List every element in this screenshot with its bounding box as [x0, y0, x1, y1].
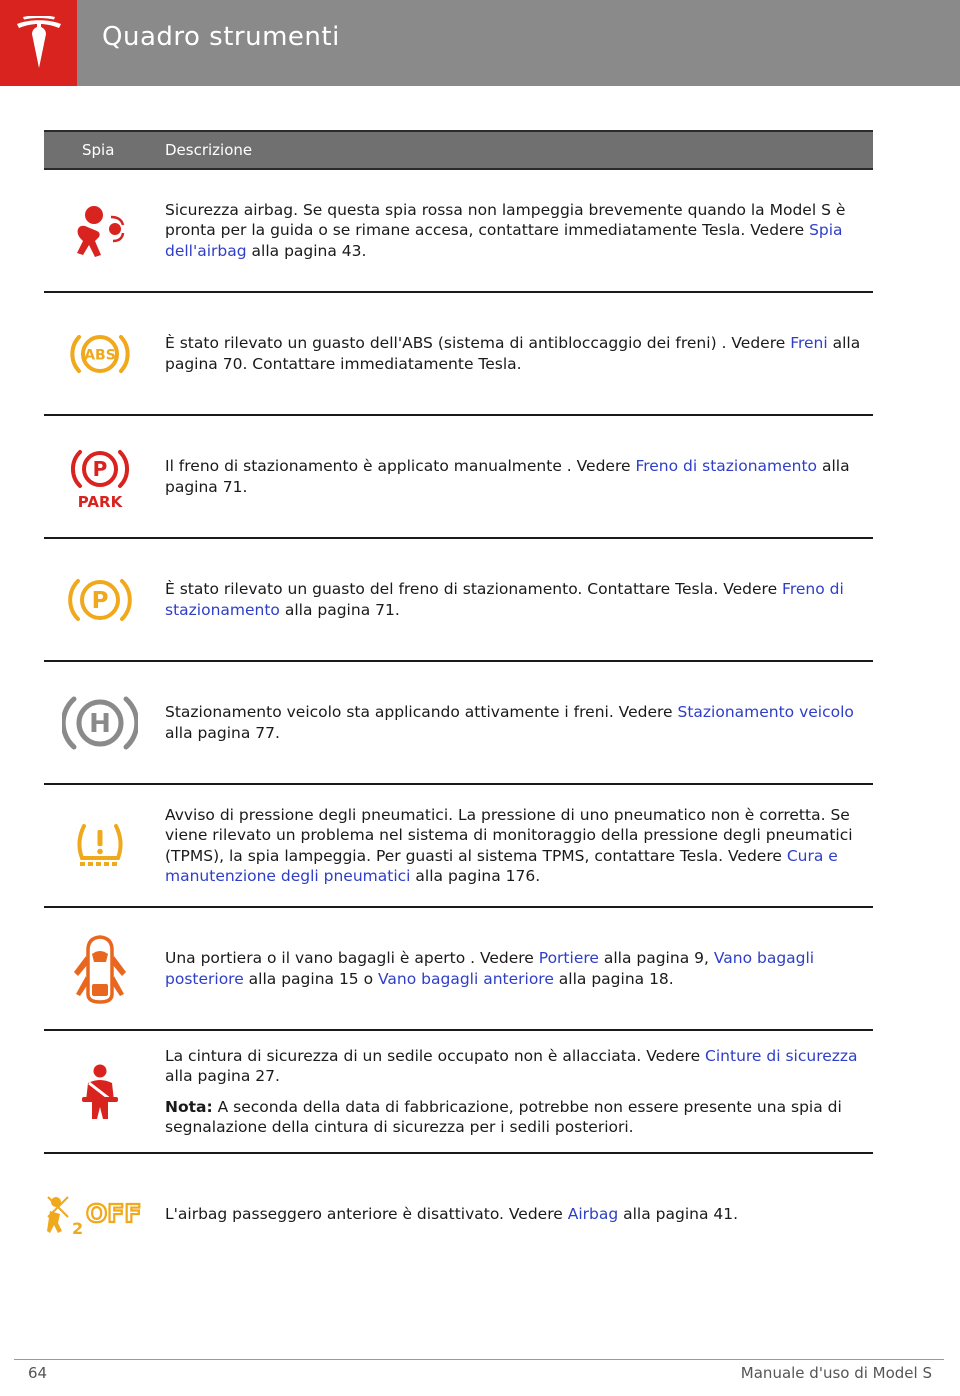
manual-name: Manuale d'uso di Model S: [740, 1364, 932, 1382]
column-header-spia: Spia: [82, 141, 115, 159]
parking-brake-fault-icon: [67, 573, 133, 627]
link-vano-bagagli-posteriore[interactable]: Vano bagagli posteriore: [165, 949, 815, 988]
logo-box: [0, 0, 77, 86]
table-row: [44, 293, 873, 416]
seatbelt-icon: [78, 1063, 122, 1121]
link-spia-airbag[interactable]: Spia dell'airbag: [165, 221, 843, 260]
link-freno-stazionamento[interactable]: Freno di stazionamento: [635, 457, 818, 475]
column-header-descrizione: Descrizione: [165, 141, 253, 159]
vehicle-hold-icon: [62, 691, 138, 755]
row-description: Stazionamento veicolo sta applicando attivamente i freni. Vedere Stazionamento veicolo alla pagina 77.: [165, 703, 854, 742]
link-portiere[interactable]: Portiere: [538, 949, 599, 967]
link-cinture-sicurezza[interactable]: Cinture di sicurezza: [705, 1046, 858, 1065]
table-row: [44, 662, 873, 785]
page-title: Quadro strumenti: [102, 22, 340, 52]
row-description: La cintura di sicurezza di un sedile occupato non è allacciata. Vedere Cinture di sicurezza alla pagina 27.: [165, 1046, 858, 1085]
link-freni[interactable]: Freni: [790, 334, 828, 352]
link-freno-stazionamento[interactable]: Freno di stazionamento: [165, 580, 844, 619]
tesla-logo-icon: [14, 16, 64, 72]
tire-pressure-icon: [70, 820, 130, 872]
row-note: Nota: A seconda della data di fabbricazione, potrebbe non essere presente una spia di segnalazione della cintura di sicurezza per i sedili posteriori.: [165, 1097, 842, 1136]
link-airbag[interactable]: Airbag: [567, 1205, 619, 1224]
svg-text:P: P: [91, 587, 109, 614]
seat-number-label: 2: [72, 1218, 84, 1237]
svg-text:ABS: ABS: [84, 347, 116, 363]
row-description: È stato rilevato un guasto del freno di stazionamento. Contattare Tesla. Vedere Freno di stazionamento alla pagina 71.: [165, 580, 844, 619]
svg-text:H: H: [89, 708, 111, 739]
table-row: [44, 170, 873, 293]
footer-divider: [14, 1359, 944, 1360]
parking-brake-park-icon: [68, 444, 132, 510]
row-description: L'airbag passeggero anteriore è disattivato. Vedere Airbag alla pagina 41.: [165, 1205, 739, 1224]
row-description: Sicurezza airbag. Se questa spia rossa non lampeggia brevemente quando la Model S è pronta per la guida o se rimane accesa, contattare immediatamente Tesla. Vedere Spia dell'airbag alla pagina 43.: [165, 200, 846, 260]
warning-lights-table: [44, 130, 873, 1275]
table-row: [44, 785, 873, 908]
table-row: [44, 539, 873, 662]
abs-warning-icon: [69, 329, 131, 379]
table-row: [44, 1031, 873, 1154]
table-header: [44, 130, 873, 170]
row-description: Avviso di pressione degli pneumatici. La pressione di uno pneumatico non è corretta. Se viene rilevato un problema nel sistema di monitoraggio della pressione degli pneumatici (TPMS), la spia lampeggia. Per guasti al sistema TPMS, contattare Tesla. Vedere Cura e manutenzione degli pneumatici alla pagina 176.: [165, 805, 853, 885]
table-row: [44, 1154, 873, 1275]
link-cura-pneumatici[interactable]: Cura e manutenzione degli pneumatici: [165, 846, 838, 885]
table-row: [44, 416, 873, 539]
off-label: OFF: [86, 1198, 142, 1228]
svg-text:PARK: PARK: [77, 492, 123, 510]
passenger-airbag-off-icon: [46, 1193, 154, 1237]
row-description: È stato rilevato un guasto dell'ABS (sistema di antibloccaggio dei freni) . Vedere Freni alla pagina 70. Contattare immediatamente Tesla.: [165, 334, 861, 373]
page-header: [0, 0, 960, 86]
row-description: Una portiera o il vano bagagli è aperto . Vedere Portiere alla pagina 9, Vano bagagli posteriore alla pagina 15 o Vano bagagli anteriore alla pagina 18.: [165, 949, 815, 988]
table-row: [44, 908, 873, 1031]
svg-text:P: P: [92, 456, 108, 481]
page-number: 64: [28, 1364, 48, 1382]
door-open-icon: [72, 932, 128, 1006]
link-stazionamento-veicolo[interactable]: Stazionamento veicolo: [677, 703, 854, 721]
airbag-warning-icon: [71, 203, 129, 259]
link-vano-bagagli-anteriore[interactable]: Vano bagagli anteriore: [378, 969, 554, 988]
row-description: Il freno di stazionamento è applicato manualmente . Vedere Freno di stazionamento alla pagina 71.: [165, 457, 850, 496]
